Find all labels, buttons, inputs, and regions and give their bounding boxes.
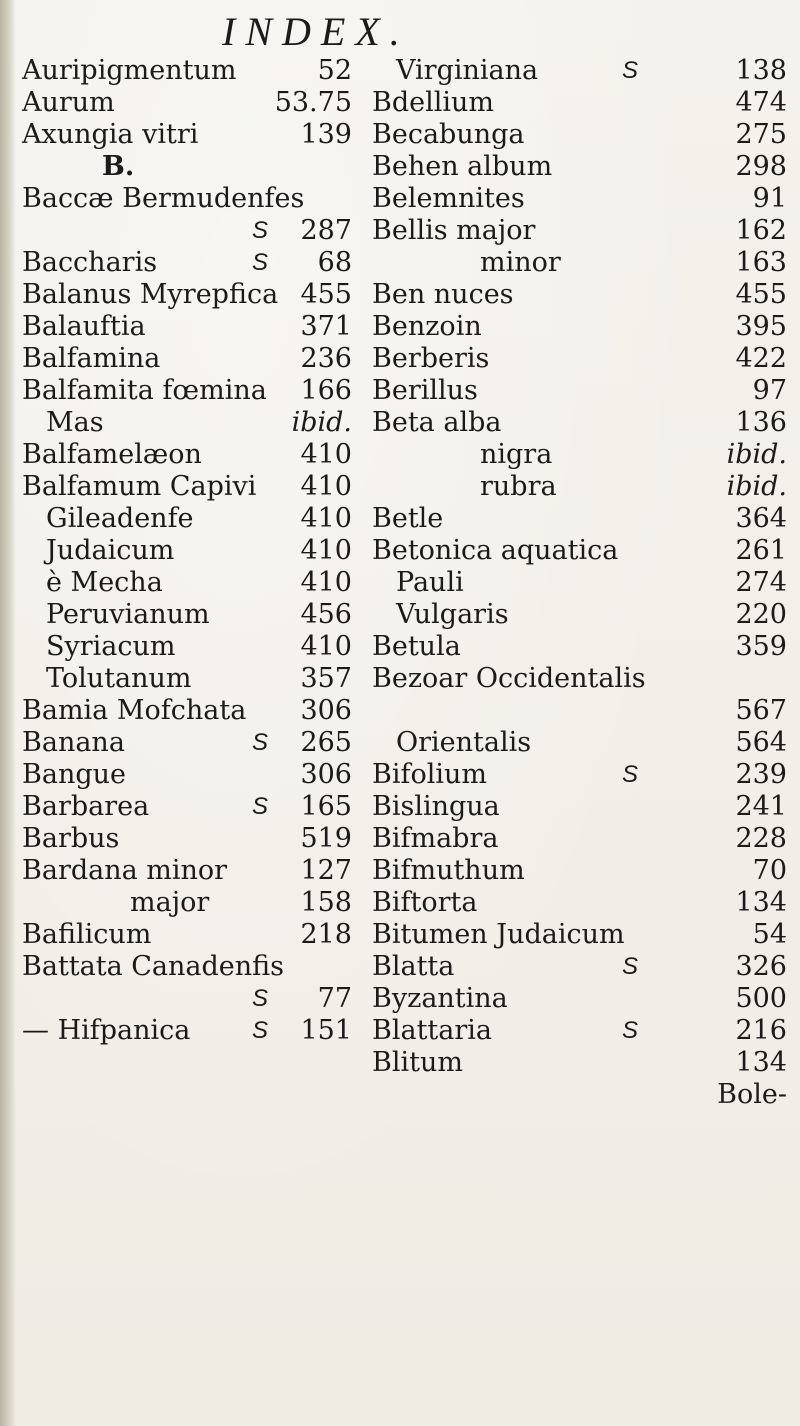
entry-term: B. <box>102 151 135 182</box>
entry-term: Balfamina <box>22 343 161 374</box>
index-entry <box>372 535 797 567</box>
index-entry <box>22 535 352 567</box>
index-column-left <box>22 55 352 1047</box>
entry-page-ref: 410 <box>300 471 352 502</box>
index-entry <box>22 183 352 215</box>
supplement-marker: S <box>622 1017 639 1044</box>
entry-page-ref: 422 <box>735 343 787 374</box>
entry-page-ref: 239 <box>735 759 787 790</box>
entry-term: Bangue <box>22 759 126 790</box>
index-entry <box>372 759 797 791</box>
entry-term: Bifmuthum <box>372 855 525 886</box>
entry-term: Bezoar Occidentalis <box>372 663 646 694</box>
entry-term: Orientalis <box>396 727 532 758</box>
index-entry <box>22 439 352 471</box>
entry-page-ref: 91 <box>752 183 787 214</box>
index-entry <box>22 791 352 823</box>
entry-page-ref: 455 <box>735 279 787 310</box>
entry-term: Betonica aquatica <box>372 535 619 566</box>
index-entry <box>372 823 797 855</box>
entry-page-ref: 218 <box>300 919 352 950</box>
entry-term: Virginiana <box>396 55 539 86</box>
index-entry <box>22 55 352 87</box>
entry-term: Byzantina <box>372 983 508 1014</box>
entry-term: Bellis major <box>372 215 536 246</box>
index-entry <box>22 343 352 375</box>
entry-term: Bamia Mofchata <box>22 695 247 726</box>
index-entry <box>372 247 797 279</box>
entry-page-ref: 52 <box>317 55 352 86</box>
index-entry <box>372 87 797 119</box>
entry-term: Betle <box>372 503 444 534</box>
page-header <box>0 0 800 58</box>
index-entry <box>22 151 352 183</box>
entry-term: Blattaria <box>372 1015 493 1046</box>
entry-page-ref: 567 <box>735 695 787 726</box>
index-entry <box>372 951 797 983</box>
index-column-right <box>372 55 797 1111</box>
entry-term: Barbus <box>22 823 120 854</box>
index-entry <box>372 471 797 503</box>
entry-term: Bifmabra <box>372 823 499 854</box>
entry-page-ref: 306 <box>300 695 352 726</box>
entry-page-ref: 298 <box>735 151 787 182</box>
entry-page-ref: 165 <box>300 791 352 822</box>
index-entry <box>372 1079 797 1111</box>
entry-page-ref: 216 <box>735 1015 787 1046</box>
entry-page-ref: 134 <box>735 887 787 918</box>
entry-term: Axungia vitri <box>22 119 199 150</box>
index-entry <box>372 983 797 1015</box>
index-entry <box>372 503 797 535</box>
entry-page-ref: ibid. <box>726 439 787 470</box>
entry-term: Tolutanum <box>46 663 192 694</box>
index-entry <box>372 183 797 215</box>
index-entry <box>22 375 352 407</box>
book-gutter <box>0 0 16 1426</box>
entry-term: Benzoin <box>372 311 482 342</box>
entry-term: Belemnites <box>372 183 525 214</box>
entry-page-ref: 364 <box>735 503 787 534</box>
index-entry <box>372 727 797 759</box>
entry-term: Baccæ Bermudenfes <box>22 183 305 214</box>
entry-term: Barbarea <box>22 791 150 822</box>
entry-term: Ben nuces <box>372 279 514 310</box>
entry-page-ref: 151 <box>300 1015 352 1046</box>
index-entry <box>22 759 352 791</box>
entry-term: major <box>130 887 210 918</box>
entry-term: Judaicum <box>46 535 175 566</box>
index-entry <box>372 55 797 87</box>
entry-page-ref: 77 <box>317 983 352 1014</box>
index-entry <box>22 311 352 343</box>
entry-term: Becabunga <box>372 119 525 150</box>
entry-term: Blatta <box>372 951 455 982</box>
entry-term: Behen album <box>372 151 553 182</box>
index-entry <box>372 663 797 695</box>
supplement-marker: S <box>622 761 639 788</box>
index-entry <box>22 599 352 631</box>
entry-term: rubra <box>480 471 557 502</box>
entry-page-ref: 456 <box>300 599 352 630</box>
index-entry <box>372 919 797 951</box>
entry-page-ref: 68 <box>317 247 352 278</box>
entry-page-ref: 275 <box>735 119 787 150</box>
index-entry <box>372 1047 797 1079</box>
entry-term: Bitumen Judaicum <box>372 919 625 950</box>
index-entry <box>22 471 352 503</box>
entry-page-ref: 357 <box>300 663 352 694</box>
index-entry <box>372 695 797 727</box>
entry-term: minor <box>480 247 561 278</box>
entry-page-ref: 410 <box>300 567 352 598</box>
index-entry <box>22 727 352 759</box>
entry-page-ref: 241 <box>735 791 787 822</box>
index-entry <box>372 1015 797 1047</box>
catchword: Bole- <box>717 1079 787 1110</box>
index-entry <box>372 119 797 151</box>
index-entry <box>372 311 797 343</box>
entry-term: Betula <box>372 631 461 662</box>
index-entry <box>372 567 797 599</box>
entry-term: Banana <box>22 727 125 758</box>
entry-page-ref: 474 <box>735 87 787 118</box>
index-entry <box>22 631 352 663</box>
entry-page-ref: 519 <box>300 823 352 854</box>
entry-term: Auripigmentum <box>22 55 237 86</box>
index-entry <box>372 215 797 247</box>
index-entry <box>372 151 797 183</box>
index-entry <box>22 1015 352 1047</box>
index-entry <box>22 215 352 247</box>
supplement-marker: S <box>252 729 269 756</box>
entry-term: Bdellium <box>372 87 495 118</box>
entry-page-ref: 410 <box>300 631 352 662</box>
supplement-marker: S <box>252 1017 269 1044</box>
entry-page-ref: 54 <box>752 919 787 950</box>
entry-page-ref: 139 <box>300 119 352 150</box>
index-entry <box>22 247 352 279</box>
entry-page-ref: 158 <box>300 887 352 918</box>
index-entry <box>22 951 352 983</box>
index-entry <box>22 567 352 599</box>
entry-term: Blitum <box>372 1047 463 1078</box>
entry-page-ref: 395 <box>735 311 787 342</box>
index-entry <box>22 663 352 695</box>
entry-term: Battata Canadenfis <box>22 951 285 982</box>
entry-page-ref: 166 <box>300 375 352 406</box>
entry-term: Bafilicum <box>22 919 152 950</box>
index-entry <box>372 407 797 439</box>
index-entry <box>22 279 352 311</box>
index-entry <box>372 375 797 407</box>
entry-page-ref: 287 <box>300 215 352 246</box>
entry-page-ref: 138 <box>735 55 787 86</box>
entry-page-ref: 371 <box>300 311 352 342</box>
entry-term: Mas <box>46 407 104 438</box>
entry-term: Berillus <box>372 375 478 406</box>
index-entry <box>372 343 797 375</box>
index-entry <box>22 983 352 1015</box>
entry-page-ref: 326 <box>735 951 787 982</box>
page-title: INDEX. <box>222 9 410 54</box>
entry-term: Bardana minor <box>22 855 228 886</box>
entry-page-ref: 228 <box>735 823 787 854</box>
entry-page-ref: 410 <box>300 503 352 534</box>
entry-page-ref: 127 <box>300 855 352 886</box>
entry-term: Syriacum <box>46 631 176 662</box>
supplement-marker: S <box>252 985 269 1012</box>
entry-term: Balanus Myrepfica <box>22 279 279 310</box>
entry-page-ref: 70 <box>752 855 787 886</box>
entry-page-ref: 306 <box>300 759 352 790</box>
entry-term: è Mecha <box>46 567 163 598</box>
entry-term: — Hifpanica <box>22 1015 191 1046</box>
index-entry <box>372 599 797 631</box>
entry-page-ref: ibid. <box>726 471 787 502</box>
supplement-marker: S <box>622 57 639 84</box>
index-entry <box>372 887 797 919</box>
entry-term: nigra <box>480 439 553 470</box>
entry-page-ref: 236 <box>300 343 352 374</box>
entry-term: Balfamum Capivi <box>22 471 257 502</box>
entry-page-ref: 410 <box>300 535 352 566</box>
index-entry <box>372 631 797 663</box>
entry-page-ref: 53.75 <box>274 87 352 118</box>
index-entry <box>22 823 352 855</box>
entry-page-ref: 97 <box>752 375 787 406</box>
supplement-marker: S <box>252 217 269 244</box>
entry-term: Biftorta <box>372 887 478 918</box>
entry-term: Berberis <box>372 343 490 374</box>
index-entry <box>22 407 352 439</box>
index-entry <box>22 503 352 535</box>
entry-term: Bifolium <box>372 759 487 790</box>
entry-term: Balfamelæon <box>22 439 202 470</box>
entry-term: Pauli <box>396 567 464 598</box>
entry-page-ref: 274 <box>735 567 787 598</box>
entry-page-ref: 410 <box>300 439 352 470</box>
index-entry <box>22 887 352 919</box>
entry-page-ref: 136 <box>735 407 787 438</box>
entry-term: Gileadenfe <box>46 503 194 534</box>
entry-term: Balauftia <box>22 311 146 342</box>
index-entry <box>22 119 352 151</box>
entry-page-ref: 163 <box>735 247 787 278</box>
entry-page-ref: 134 <box>735 1047 787 1078</box>
entry-term: Beta alba <box>372 407 502 438</box>
index-entry <box>22 855 352 887</box>
entry-page-ref: 220 <box>735 599 787 630</box>
index-entry <box>22 87 352 119</box>
entry-page-ref: 564 <box>735 727 787 758</box>
index-entry <box>372 855 797 887</box>
entry-page-ref: 261 <box>735 535 787 566</box>
entry-page-ref: 162 <box>735 215 787 246</box>
entry-page-ref: 500 <box>735 983 787 1014</box>
entry-term: Peruvianum <box>46 599 210 630</box>
entry-term: Vulgaris <box>396 599 509 630</box>
entry-term: Balfamita fœmina <box>22 375 267 406</box>
entry-page-ref: 455 <box>300 279 352 310</box>
index-entry <box>22 919 352 951</box>
supplement-marker: S <box>252 793 269 820</box>
index-entry <box>372 791 797 823</box>
index-entry <box>372 279 797 311</box>
entry-page-ref: 359 <box>735 631 787 662</box>
entry-term: Baccharis <box>22 247 158 278</box>
index-entry <box>22 695 352 727</box>
supplement-marker: S <box>252 249 269 276</box>
entry-page-ref: 265 <box>300 727 352 758</box>
entry-term: Aurum <box>22 87 115 118</box>
entry-page-ref: ibid. <box>291 407 352 438</box>
index-entry <box>372 439 797 471</box>
supplement-marker: S <box>622 953 639 980</box>
entry-term: Bislingua <box>372 791 500 822</box>
